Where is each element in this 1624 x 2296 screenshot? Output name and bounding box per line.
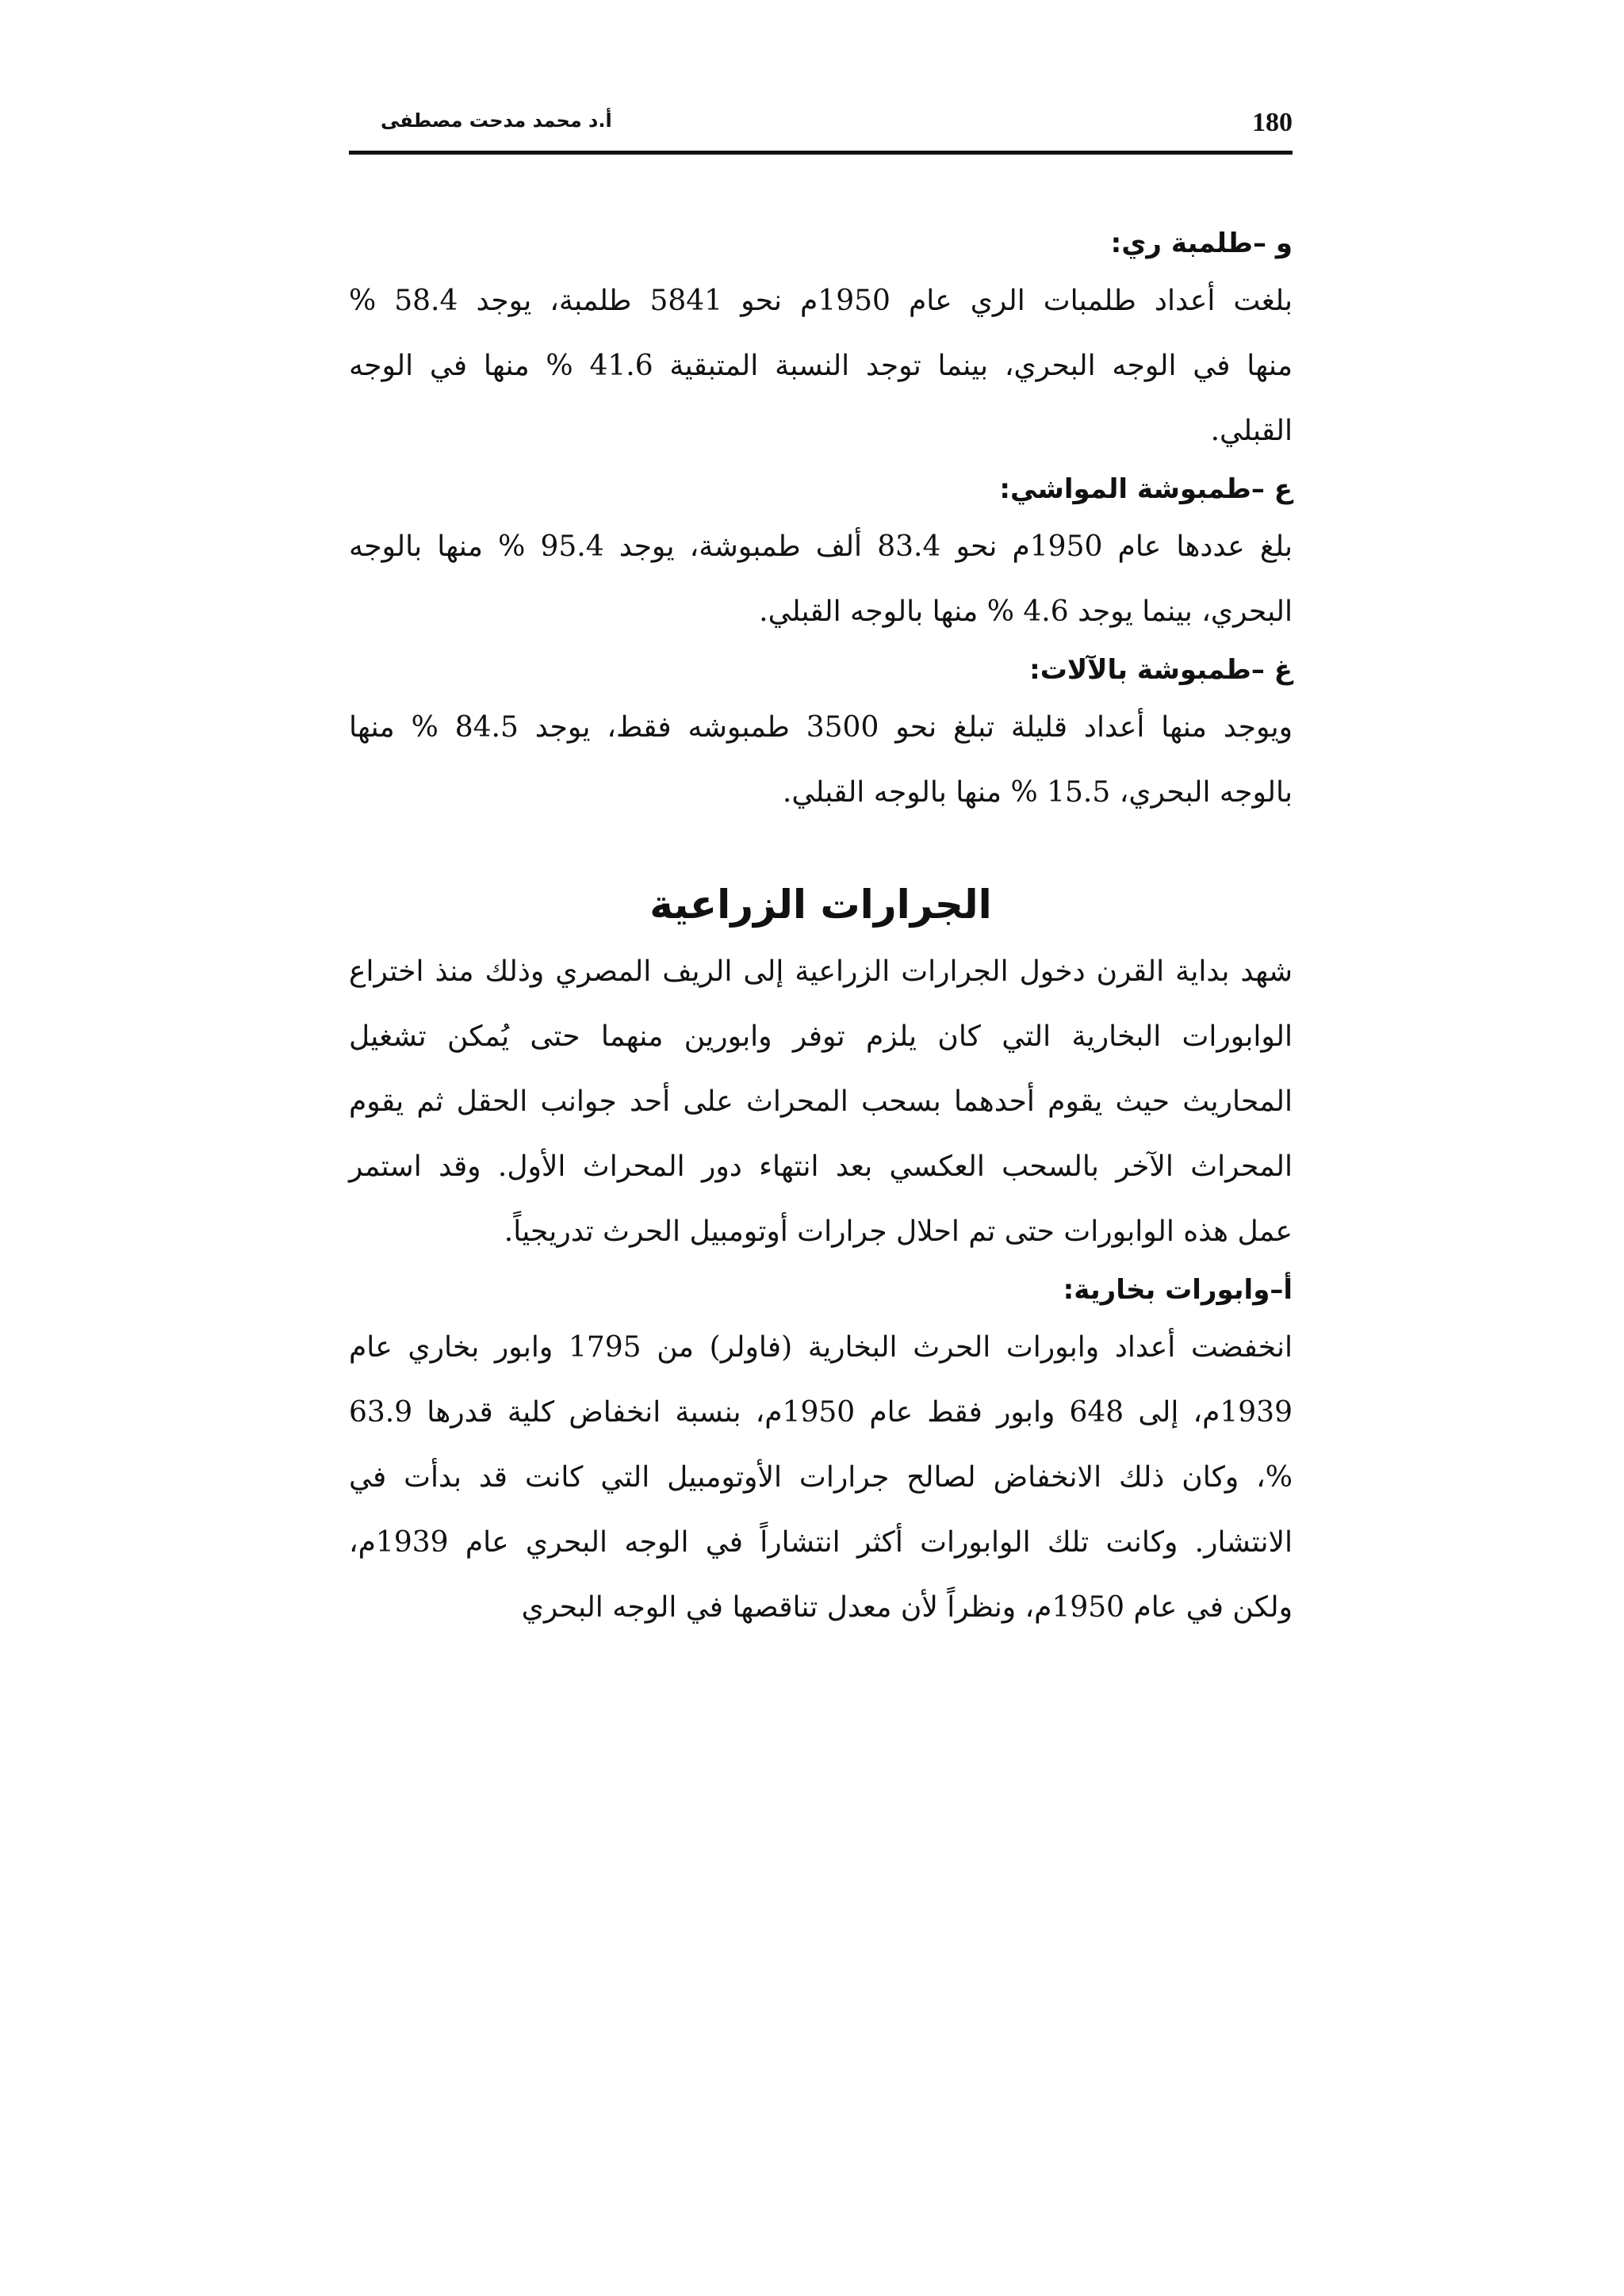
page-body [349,218,1293,1640]
text-line: القبلي. [1210,415,1293,447]
page-number: 180 [1252,108,1293,137]
text-line: بلغ عددها عام 1950م نحو 83.4 ألف طمبوشة، يوجد 95.4 % منها بالوجه [349,530,1293,563]
paragraph-tractors-intro [349,939,1293,1265]
text-line: %، وكان ذلك الانخفاض لصالح جرارات الأوتومبيل التي كانت قد بدأت في [349,1461,1293,1494]
paragraph-machine-pump [349,695,1293,825]
text-line: شهد بداية القرن دخول الجرارات الزراعية إلى الريف المصري وذلك منذ اختراع [349,955,1293,988]
text-line: ولكن في عام 1950م، ونظراً لأن معدل تناقصها في الوجه البحري [521,1591,1293,1624]
paragraph-irrigation-pump [349,269,1293,464]
text-line: عمل هذه الوابورات حتى تم احلال جرارات أوتومبيل الحرث تدريجياً. [504,1215,1293,1248]
subheading-steam-engines: أ–وابورات بخارية: [1063,1274,1293,1306]
text-line: البحري، بينما يوجد 4.6 % منها بالوجه القبلي. [759,595,1293,628]
subheading-irrigation-pump: و –طلمبة ري: [1110,228,1293,259]
text-line: بلغت أعداد طلمبات الري عام 1950م نحو 5841 طلمبة، يوجد 58.4 % [349,285,1293,317]
subheading-livestock-pump: ع –طمبوشة المواشي: [999,473,1293,505]
text-line: انخفضت أعداد وابورات الحرث البخارية (فاولر) من 1795 وابور بخاري عام [349,1331,1293,1364]
text-line: بالوجه البحري، 15.5 % منها بالوجه القبلي. [782,776,1293,809]
page-header [349,103,1293,155]
subheading-machine-pump: غ –طمبوشة بالآلات: [1029,654,1293,686]
text-line: منها في الوجه البحري، بينما توجد النسبة المتبقية 41.6 % منها في الوجه [349,350,1293,382]
text-line: الوابورات البخارية التي كان يلزم توفر وابورين منهما حتى يُمكن تشغيل [349,1020,1293,1053]
paragraph-steam-engines [349,1315,1293,1640]
text-line: المحاريث حيث يقوم أحدهما بسحب المحراث على أحد جوانب الحقل ثم يقوم [349,1085,1293,1118]
running-head: أ.د محمد مدحت مصطفى [381,109,612,132]
paragraph-livestock-pump [349,515,1293,645]
text-line: ويوجد منها أعداد قليلة تبلغ نحو 3500 طمبوشه فقط، يوجد 84.5 % منها [349,711,1293,744]
text-line: المحراث الآخر بالسحب العكسي بعد انتهاء دور المحراث الأول. وقد استمر [349,1150,1293,1183]
section-title: الجرارات الزراعية [649,882,992,928]
text-line: 1939م، إلى 648 وابور فقط عام 1950م، بنسبة انخفاض كلية قدرها 63.9 [349,1396,1293,1429]
text-line: الانتشار. وكانت تلك الوابورات أكثر انتشاراً في الوجه البحري عام 1939م، [349,1526,1293,1559]
